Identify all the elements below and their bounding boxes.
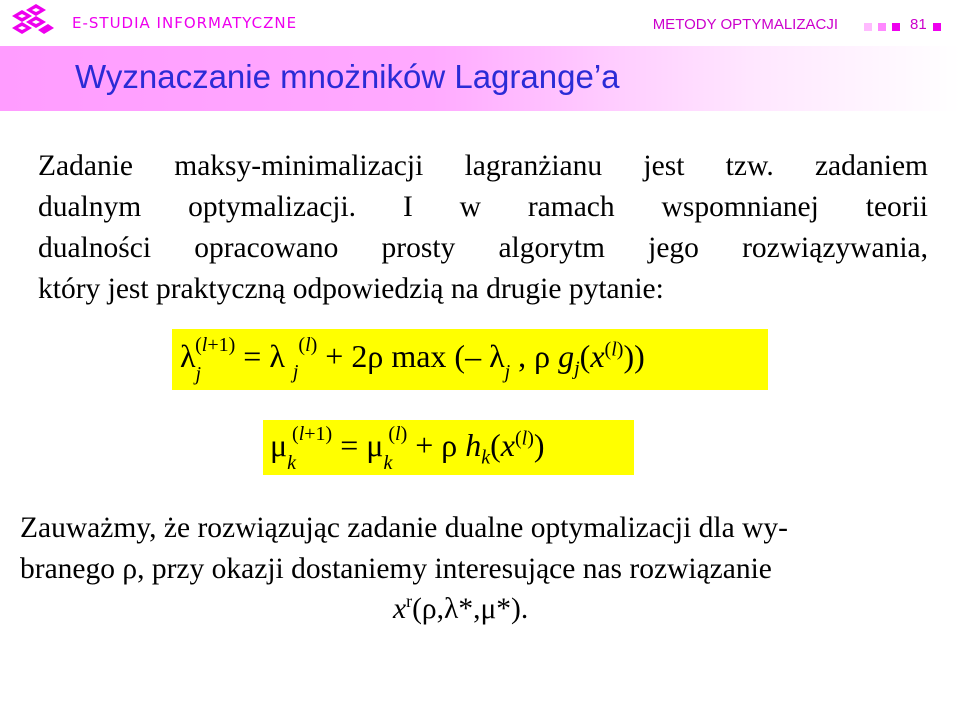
solution-expression: $x^r(\rho,\lambda*,\mu*)$. <box>393 591 529 625</box>
paragraph-line: branego ρ, przy okazji dostaniemy interesujące nas rozwiązanie <box>20 553 772 585</box>
paragraph-line: Zadanie maksy-minimalizacji lagranżianu jest tzw. zadaniem <box>38 150 928 182</box>
paragraph-line: Zauważmy, że rozwiązując zadanie dualne optymalizacji dla wy- <box>20 512 788 544</box>
logo-icon <box>8 4 56 42</box>
brand-name: E-STUDIA INFORMATYCZNE <box>72 14 298 32</box>
page-dot-icon <box>878 23 886 31</box>
page-dot-icon <box>864 23 872 31</box>
paragraph-line: który jest praktyczną odpowiedzią na drugie pytanie: <box>38 273 664 305</box>
paragraph-line: dualności opracowano prosty algorytm jego rozwiązywania, <box>38 232 928 264</box>
page-number: 81 <box>910 16 927 33</box>
formula-lambda: $\lambda_j^{(l+1)} = \lambda$ $_j^{(l)}$ + 2ρ max (– $\lambda_j$ , ρ $g_j(x^{(l)})$) <box>180 334 645 386</box>
page-dot-icon <box>933 23 941 31</box>
course-name: METODY OPTYMALIZACJI <box>652 16 838 33</box>
intro-paragraph <box>38 146 928 310</box>
page-dot-icon <box>892 23 900 31</box>
formula-mu: $\mu_k^{(l+1)} = \mu_k^{(l)} + \rho$ $h_k(x^{(l)})$ <box>270 423 545 475</box>
paragraph-line: dualnym optymalizacji. I w ramach wspomnianej teorii <box>38 191 928 223</box>
conclusion-paragraph <box>20 508 940 590</box>
slide-title: Wyznaczanie mnożników Lagrange’a <box>75 58 620 95</box>
